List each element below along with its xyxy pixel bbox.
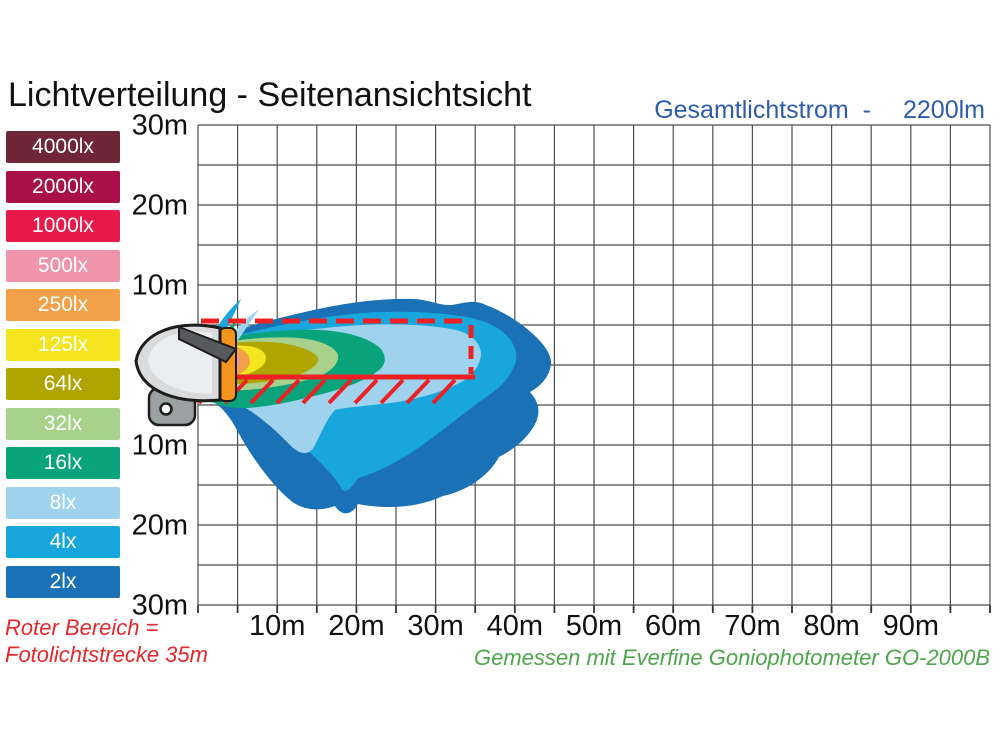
legend-item-label: 2000lx <box>32 174 94 198</box>
x-axis-label-90: 90m <box>882 610 940 642</box>
legend-item-label: 64lx <box>43 372 83 395</box>
y-axis-label--20: 20m <box>131 509 188 542</box>
legend-item-label: 8lx <box>49 490 77 514</box>
x-axis-label-20: 20m <box>328 610 385 642</box>
y-axis-label-20: 20m <box>131 189 188 222</box>
total-flux-separator: - <box>862 96 871 124</box>
legend-item-label: 2lx <box>49 569 77 593</box>
legend-item-label: 32lx <box>43 411 83 435</box>
lamp-lens-strip <box>219 328 236 401</box>
x-axis-label-60: 60m <box>644 610 702 642</box>
red-zone-note-line2: Fotolichtstrecke 35m <box>5 642 208 667</box>
x-axis-label-30: 30m <box>407 610 464 642</box>
y-axis-label--30: 30m <box>131 589 188 622</box>
y-axis-label-10: 10m <box>131 269 188 302</box>
x-axis-label-40: 40m <box>486 610 544 642</box>
y-axis-label--10: 10m <box>131 429 188 462</box>
total-flux-value: 2200lm <box>903 96 985 124</box>
red-zone-note-line1: Roter Bereich = <box>5 615 159 640</box>
total-flux-label: Gesamtlichtstrom <box>654 96 849 124</box>
y-axis-label-30: 30m <box>131 109 188 142</box>
x-axis-label-10: 10m <box>248 610 306 642</box>
legend-item-label: 125lx <box>37 332 89 356</box>
legend-item-label: 4000lx <box>32 135 94 158</box>
page-title: Lichtverteilung - Seitenansichtsicht <box>8 76 532 114</box>
measurement-note: Gemessen mit Everfine Goniophotometer GO-2000B <box>473 645 990 670</box>
lamp-bracket-hole <box>161 404 172 415</box>
x-axis-label-70: 70m <box>724 610 781 642</box>
x-axis-label-50: 50m <box>565 610 623 642</box>
red-zone-note <box>5 614 208 668</box>
x-axis-label-80: 80m <box>803 610 860 642</box>
legend-item-label: 250lx <box>37 293 89 316</box>
legend-item-label: 16lx <box>43 451 83 474</box>
legend-item-label: 500lx <box>37 253 89 277</box>
legend-item-label: 1000lx <box>32 214 94 237</box>
legend-item-label: 4lx <box>49 530 77 553</box>
